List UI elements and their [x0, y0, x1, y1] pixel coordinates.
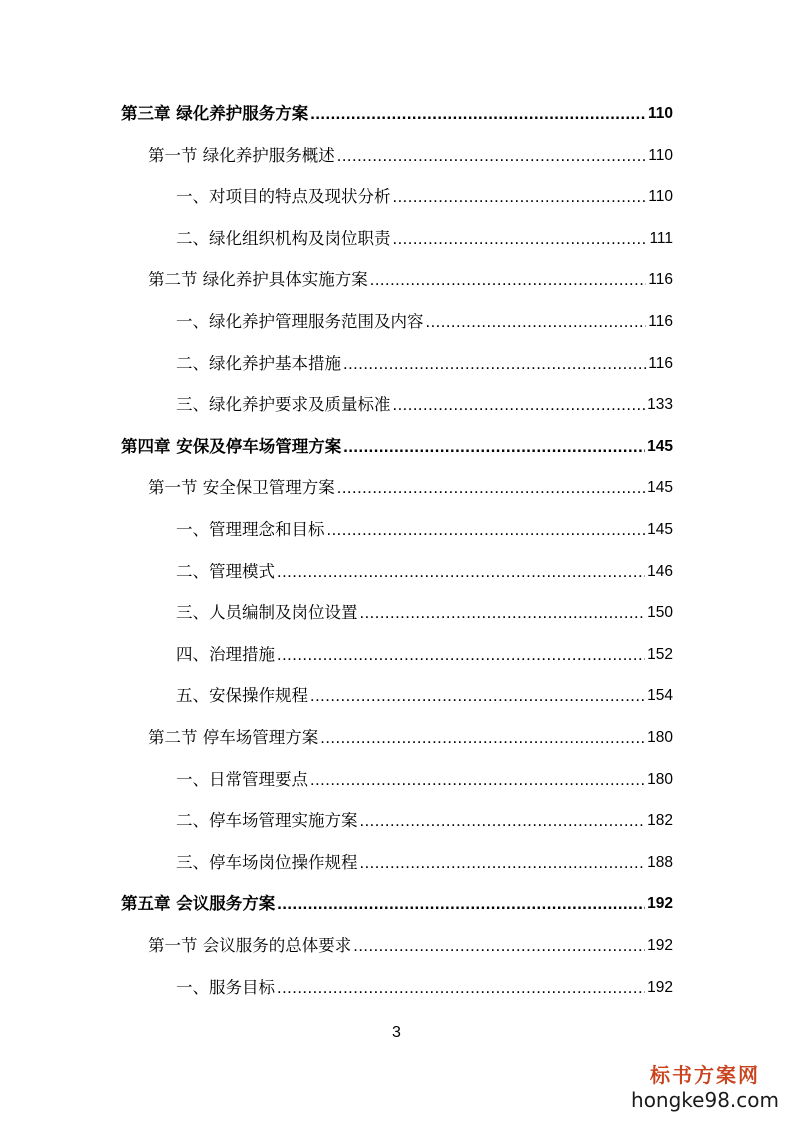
toc-entry[interactable] — [176, 388, 673, 416]
toc-leader-dots — [277, 893, 645, 915]
toc-leader-dots — [360, 810, 646, 832]
toc-entry[interactable] — [121, 430, 673, 458]
toc-leader-dots — [360, 852, 646, 874]
toc-entry[interactable] — [176, 222, 673, 250]
toc-entry[interactable] — [176, 846, 673, 874]
toc-entry[interactable] — [176, 347, 673, 375]
toc-entry[interactable] — [176, 638, 673, 666]
toc-entry[interactable] — [176, 180, 673, 208]
toc-entry-page: 192 — [647, 895, 673, 913]
toc-entry-title: 一、管理理念和目标 — [176, 520, 325, 539]
toc-leader-dots — [343, 436, 645, 458]
toc-entry-page: 192 — [647, 937, 673, 954]
toc-entry[interactable] — [121, 97, 673, 125]
toc-entry-title: 三、绿化养护要求及质量标准 — [176, 395, 391, 415]
toc-entry-title: 第三章 绿化养护服务方案 — [121, 104, 309, 123]
watermark-en: hongke98.com — [631, 1088, 779, 1112]
toc-leader-dots — [277, 977, 645, 999]
toc-entry-title: 第二节 绿化养护具体实施方案 — [148, 270, 368, 290]
toc-entry-page: 110 — [647, 105, 673, 122]
toc-entry-page: 180 — [647, 729, 673, 746]
toc-leader-dots — [426, 311, 647, 333]
toc-entry[interactable] — [148, 139, 673, 167]
toc-entry[interactable] — [176, 679, 673, 707]
toc-entry[interactable] — [176, 596, 673, 624]
toc-entry-page: 145 — [647, 479, 673, 497]
toc-entry-page: 188 — [647, 853, 673, 871]
toc-entry-page: 182 — [647, 812, 673, 830]
toc-leader-dots — [320, 727, 645, 749]
watermark-cn: 标书方案网 — [650, 1063, 760, 1087]
toc-entry[interactable] — [148, 263, 673, 291]
watermark-logo — [631, 1059, 779, 1112]
toc-leader-dots — [360, 602, 646, 624]
toc-entry-title: 二、绿化养护基本措施 — [176, 353, 341, 373]
toc-entry-title: 五、安保操作规程 — [176, 686, 308, 706]
toc-entry[interactable] — [176, 971, 673, 999]
toc-entry-title: 第四章 安保及停车场管理方案 — [121, 436, 342, 456]
toc-leader-dots — [277, 644, 645, 666]
toc-entry-title: 四、治理措施 — [176, 644, 275, 664]
toc-entry-page: 133 — [647, 396, 673, 414]
toc-entry-page: 116 — [648, 313, 673, 330]
toc-entry-title: 一、对项目的特点及现状分析 — [176, 187, 391, 207]
toc-leader-dots — [343, 353, 646, 375]
toc-leader-dots — [353, 935, 645, 957]
toc-entry-page: 116 — [648, 271, 673, 289]
toc-entry-page: 152 — [647, 645, 673, 663]
toc-entry[interactable] — [176, 763, 673, 791]
toc-leader-dots — [337, 477, 645, 499]
toc-leader-dots — [310, 103, 646, 125]
toc-entry-title: 二、停车场管理实施方案 — [176, 811, 358, 831]
toc-leader-dots — [277, 561, 645, 583]
toc-entry-page: 111 — [649, 229, 673, 247]
page-number: 3 — [392, 1024, 401, 1041]
toc-entry-page: 146 — [647, 562, 673, 580]
toc-leader-dots — [370, 269, 647, 291]
toc-entry-title: 二、管理模式 — [176, 561, 275, 581]
toc-leader-dots — [393, 394, 646, 416]
toc-entry-title: 一、服务目标 — [176, 977, 275, 997]
toc-entry-page: 110 — [648, 146, 673, 164]
toc-entry-page: 145 — [647, 437, 673, 455]
toc-leader-dots — [393, 228, 648, 250]
toc-entry[interactable] — [176, 513, 673, 541]
toc-entry-title: 第一节 会议服务的总体要求 — [148, 936, 352, 955]
toc-entry-title: 第二节 停车场管理方案 — [148, 728, 319, 747]
toc-leader-dots — [310, 769, 645, 791]
toc-entry-title: 一、日常管理要点 — [176, 769, 308, 789]
toc-entry-title: 一、绿化养护管理服务范围及内容 — [176, 312, 424, 331]
toc-entry-title: 第一节 绿化养护服务概述 — [148, 145, 335, 165]
toc-entry[interactable] — [148, 929, 673, 957]
toc-entry-page: 150 — [647, 604, 673, 622]
toc-entry[interactable] — [148, 471, 673, 499]
toc-entry-title: 第一节 安全保卫管理方案 — [148, 478, 335, 498]
toc-entry-page: 145 — [647, 521, 673, 538]
toc-entry-page: 192 — [647, 978, 673, 996]
toc-leader-dots — [327, 519, 646, 541]
toc-leader-dots — [337, 145, 647, 167]
toc-leader-dots — [310, 685, 645, 707]
toc-entry-page: 110 — [648, 188, 673, 206]
toc-entry-page: 116 — [648, 354, 673, 372]
toc-entry[interactable] — [176, 555, 673, 583]
toc-entry-title: 三、人员编制及岗位设置 — [176, 603, 358, 623]
toc-entry-title: 二、绿化组织机构及岗位职责 — [176, 228, 391, 248]
toc-leader-dots — [393, 186, 647, 208]
toc-entry[interactable] — [148, 721, 673, 749]
toc-entry-page: 180 — [647, 770, 673, 788]
toc-entry[interactable] — [121, 887, 673, 915]
toc-entry-page: 154 — [647, 687, 673, 705]
toc-entry-title: 第五章 会议服务方案 — [121, 894, 276, 914]
toc-entry[interactable] — [176, 804, 673, 832]
toc-entry-title: 三、停车场岗位操作规程 — [176, 852, 358, 872]
toc-entry[interactable] — [176, 305, 673, 333]
